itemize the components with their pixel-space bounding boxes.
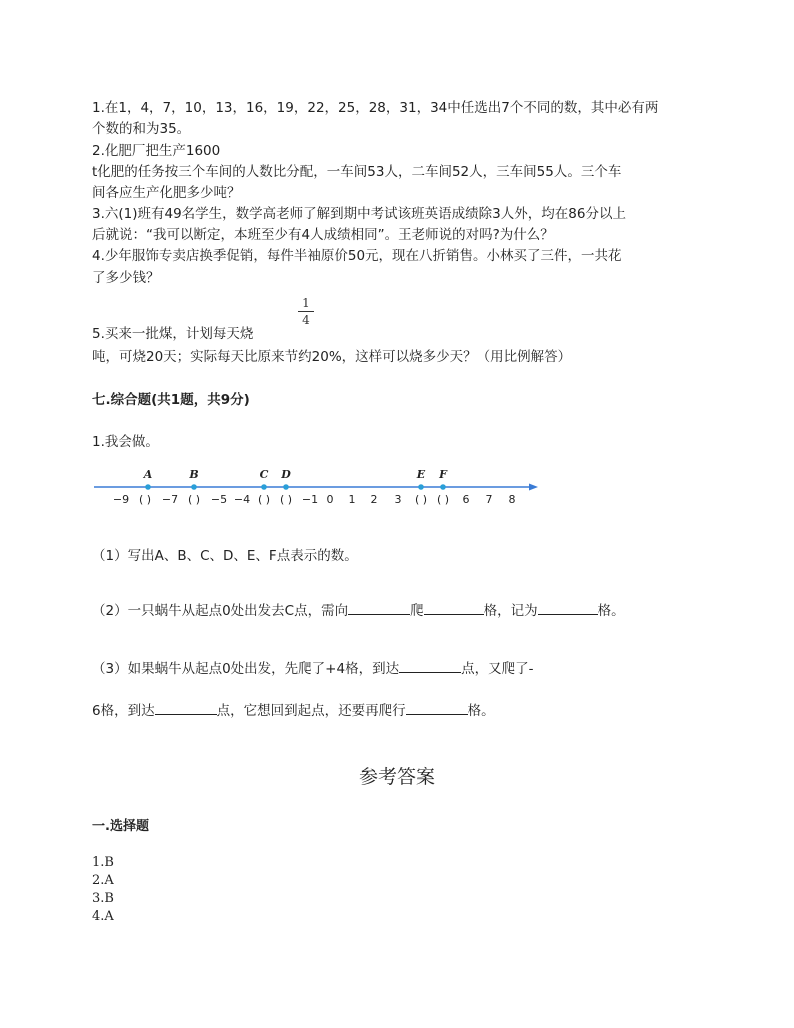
answer-blank-direction[interactable] — [348, 602, 410, 615]
number-line-label: ( ) — [414, 493, 428, 506]
question-3-text-c: 6格，到达 — [92, 703, 155, 719]
point-letter-f: F — [439, 468, 447, 481]
question-2-text-a: （2）一只蜗牛从起点0处出发去C点，需向 — [92, 603, 349, 619]
number-line-label: 3 — [394, 493, 402, 506]
problem-2-line-2: t化肥的任务按三个车间的人数比分配，一车间53人，二车间52人，三车间55人。三个车 — [92, 164, 622, 180]
answer-blank-steps[interactable] — [424, 602, 484, 615]
question-3-text-a: （3）如果蜗牛从起点0处出发，先爬了+4格，到达 — [92, 661, 400, 677]
number-line-label: −1 — [301, 493, 319, 506]
number-line-label: 8 — [508, 493, 516, 506]
problem-3-line-1: 3.六(1)班有49名学生，数学高老师了解到期中考试该班英语成绩除3人外，均在86分以上 — [92, 206, 626, 222]
problem-1-line-2: 个数的和为35。 — [92, 121, 191, 137]
section-7-heading: 七.综合题(共1题，共9分) — [92, 392, 250, 408]
point-letter-d: D — [281, 468, 291, 481]
question-3-text-d: 点，它想回到起点，还要再爬行 — [216, 703, 406, 719]
answer-item-4: 4.A — [92, 909, 114, 924]
number-line-arrow — [529, 484, 538, 491]
number-line-label: −7 — [161, 493, 179, 506]
point-letter-b: B — [189, 468, 199, 481]
number-line-point-e — [418, 484, 424, 490]
answer-section-heading: 一.选择题 — [92, 819, 149, 834]
number-line-label: 2 — [370, 493, 378, 506]
fraction-numerator: 1 — [302, 296, 310, 310]
question-3-text-b: 点，又爬了- — [461, 661, 534, 677]
answer-item-3: 3.B — [92, 891, 114, 906]
answer-item-1: 1.B — [92, 855, 114, 870]
number-line-label: ( ) — [187, 493, 201, 506]
point-letter-e: E — [416, 468, 426, 481]
question-3-text-e: 格。 — [467, 703, 495, 719]
question-2-text-c: 格，记为 — [483, 603, 538, 619]
answer-blank-return-steps[interactable] — [406, 702, 468, 715]
problem-3-line-2: 后就说：“我可以断定，本班至少有4人成绩相同”。王老师说的对吗?为什么？ — [92, 227, 554, 243]
number-line-label: ( ) — [138, 493, 152, 506]
answer-blank-record[interactable] — [538, 602, 598, 615]
number-line-label: −4 — [233, 493, 251, 506]
answer-item-2: 2.A — [92, 873, 114, 888]
number-line-point-c — [261, 484, 267, 490]
number-line-label: 1 — [348, 493, 356, 506]
point-letter-c: C — [259, 468, 269, 481]
number-line-point-d — [283, 484, 289, 490]
number-line-label: 7 — [485, 493, 493, 506]
question-3-line-2 — [92, 699, 495, 719]
answer-blank-point-1[interactable] — [399, 660, 461, 673]
number-line-point-letters — [143, 468, 448, 481]
question-2-text-b: 爬 — [410, 603, 424, 619]
question-2-text-d: 格。 — [597, 603, 625, 619]
number-line-point-b — [191, 484, 197, 490]
number-line-labels — [113, 493, 516, 506]
number-line-label: 0 — [326, 493, 334, 506]
problem-4-line-1: 4.少年服饰专卖店换季促销，每件半袖原价50元，现在八折销售。小林买了三件，一共花 — [92, 248, 622, 264]
number-line-label: 6 — [462, 493, 470, 506]
question-2 — [92, 599, 625, 619]
problem-2-line-1: 2.化肥厂把生产1600 — [92, 143, 221, 159]
number-line-label: −9 — [112, 493, 130, 506]
answer-blank-point-2[interactable] — [155, 702, 217, 715]
number-line-point-f — [440, 484, 446, 490]
problem-2-line-3: 间各应生产化肥多少吨？ — [92, 185, 241, 201]
question-3-line-1 — [92, 657, 533, 677]
answer-key-title: 参考答案 — [358, 766, 435, 788]
problem-4-line-2: 了多少钱？ — [92, 270, 160, 286]
number-line-label: ( ) — [436, 493, 450, 506]
number-line-point-a — [145, 484, 151, 490]
problem-5-line-2: 吨，可烧20天；实际每天比原来节约20%，这样可以烧多少天？（用比例解答） — [92, 349, 572, 365]
fraction-denominator: 4 — [302, 313, 310, 327]
point-letter-a: A — [143, 468, 153, 481]
question-1: （1）写出A、B、C、D、E、F点表示的数。 — [92, 548, 358, 564]
number-line-label: ( ) — [279, 493, 293, 506]
problem-5-line-1: 5.买来一批煤，计划每天烧 — [92, 326, 254, 342]
number-line-label: ( ) — [257, 493, 271, 506]
section-7-intro: 1.我会做。 — [92, 434, 159, 450]
number-line-label: −5 — [210, 493, 228, 506]
problem-1-line-1: 1.在1，4，7，10，13，16，19，22，25，28，31，34中任选出7个不同的数，其中必有两 — [92, 100, 659, 116]
